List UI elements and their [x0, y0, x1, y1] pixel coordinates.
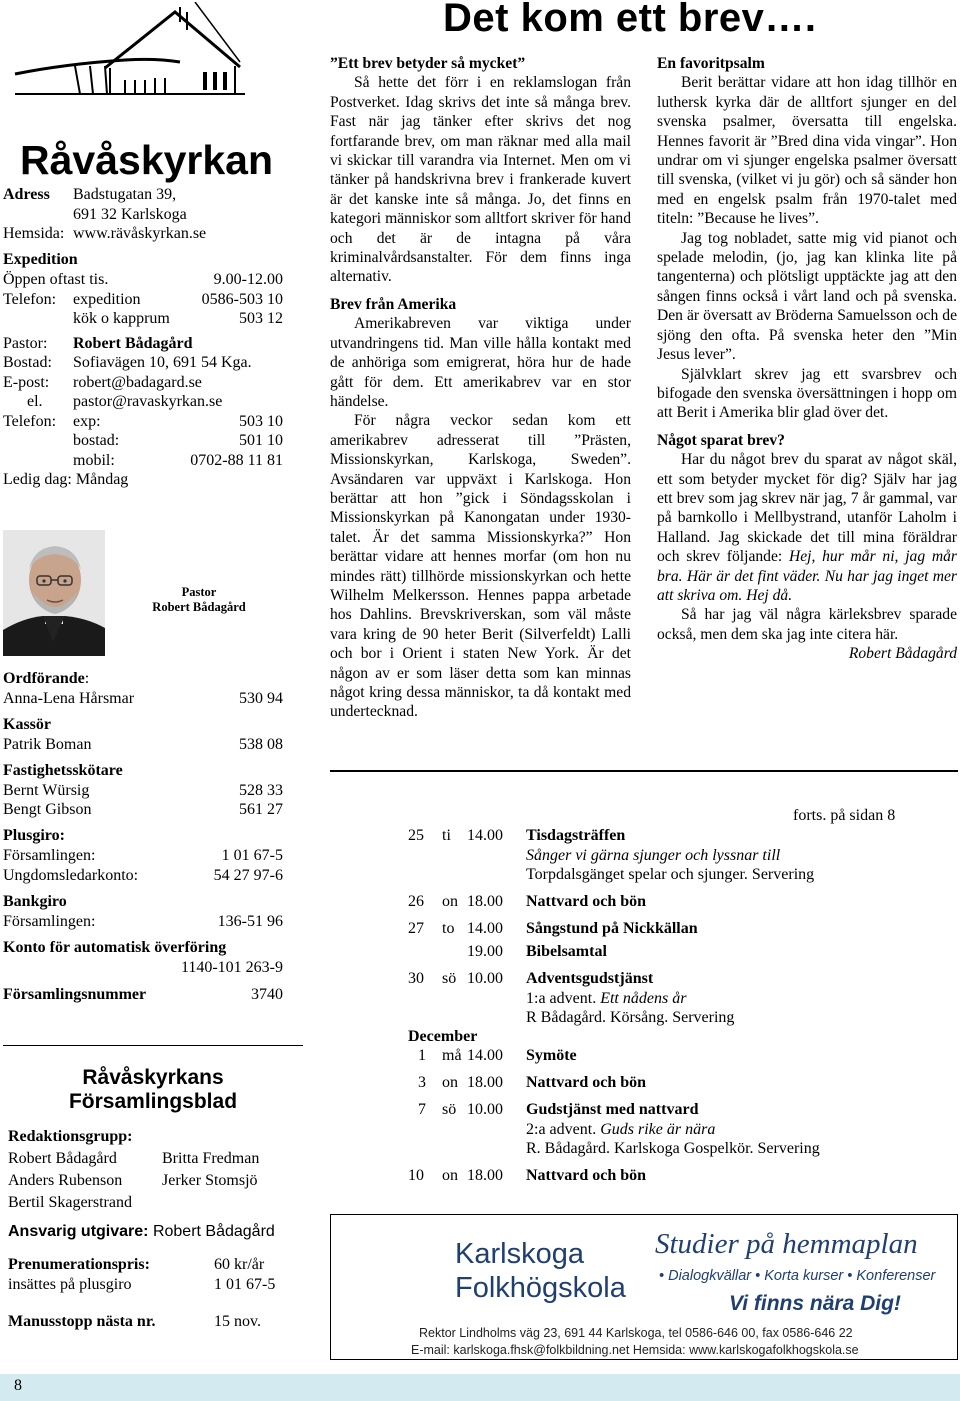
bankgiro-heading: Bankgiro [3, 893, 67, 910]
pastor-phone3-label: mobil: [73, 452, 115, 469]
event-title: Gudstjänst med nattvard [526, 1101, 699, 1118]
event-date: 26 [408, 893, 424, 910]
event-time: 19.00 [467, 943, 503, 960]
ad-slogan: Studier på hemmaplan [655, 1228, 918, 1260]
page-number: 8 [14, 1377, 22, 1394]
subscription-label: Prenumerationspris: [8, 1256, 150, 1273]
event-details: R Bådagård. Körsång. Servering [526, 1009, 735, 1026]
event-title: Bibelsamtal [526, 943, 607, 960]
plusgiro2-label: Ungdomsledarkonto: [3, 867, 139, 884]
event-day: on [442, 893, 458, 910]
calendar-event [408, 919, 958, 939]
article-paragraph-7 [657, 450, 957, 605]
article-signature: Robert Bådagård [848, 645, 957, 663]
website-link[interactable]: www.rävåskyrkan.se [73, 225, 207, 242]
calendar-divider [330, 770, 958, 772]
subscription-price: 60 kr/år [214, 1256, 265, 1273]
article-paragraph-2: Amerikabreven var viktiga under utvandringens tid. Man ville hålla kontakt med de anhöriga som emigrerat, höra hur de hade gått för dem. Ett amerikabrev var en stor händelse. [330, 315, 631, 410]
article-paragraph-8: Så har jag väl några kärleksbrev sparade också, men dem ska jag inte citera här. [657, 606, 957, 643]
calendar-event [408, 969, 958, 1029]
masthead-title [8, 1066, 298, 1114]
pastor-phone2-label: bostad: [73, 432, 120, 449]
editor-1: Robert Bådagård [8, 1150, 117, 1167]
calendar-event [408, 942, 958, 962]
address-line1: Badstugatan 39, [73, 186, 177, 203]
ad-bullet-1: Dialogkvällar [668, 1268, 752, 1284]
phone2-label: kök o kapprum [73, 310, 170, 327]
event-day: to [442, 920, 455, 937]
event-time: 14.00 [467, 1047, 503, 1064]
event-day: ti [442, 827, 451, 844]
pastor-name: Robert Bådagård [73, 335, 193, 352]
website-label: Hemsida: [3, 225, 65, 242]
article-heading-3: En favoritpsalm [657, 55, 765, 72]
ad-bullet-2: Korta kurser [764, 1268, 844, 1284]
article-paragraph-4: Berit berättar vidare att hon idag tillhör en luthersk kyrka där de alltfort sjunger en del svenska psalmer, översatta till engelska. Hennes favorit är ”Bred dina vida vingar”. Hon undrar om vi sjunger engelska psalmer översatt till svenska, (vilket vi ju gör) och så sänder hon med en engelsk psalm från 1970-talet med titeln: ”Because he lives”. [657, 74, 957, 228]
subscription-account: 1 01 67-5 [214, 1276, 276, 1293]
open-hours: 9.00-12.00 [213, 271, 283, 288]
open-label: Öppen oftast tis. [3, 271, 109, 288]
ad-bullet-3: Konferenser [856, 1268, 936, 1284]
publisher-line [8, 1222, 275, 1242]
pastor-phone2: 501 10 [239, 432, 283, 449]
calendar-event [408, 1100, 958, 1160]
auto-transfer-account: 1140-101 263-9 [180, 959, 283, 976]
email2-link[interactable]: pastor@ravaskyrkan.se [73, 393, 223, 410]
calendar-event [408, 1073, 958, 1093]
article-paragraph-7-quote: Hej, hur mår ni, jag mår bra. Här är det fint väder. Nu har jag inget mer att skriva om. Hej då. [657, 548, 957, 604]
pastor-label: Pastor: [3, 335, 48, 352]
event-time: 14.00 [467, 827, 503, 844]
event-description: Sånger vi gärna sjunger och lyssnar till [526, 846, 781, 864]
calendar-month-heading: December [408, 1028, 478, 1045]
phone2-number: 503 12 [239, 310, 283, 327]
photo-caption-title: Pastor [181, 585, 217, 599]
event-date: 10 [408, 1167, 424, 1184]
event-time: 18.00 [467, 893, 503, 910]
event-time: 10.00 [467, 970, 503, 987]
congregation-number: 3740 [251, 986, 283, 1003]
pastor-phone-label: Telefon: [3, 413, 57, 430]
chair-colon: : [84, 670, 90, 687]
email-label: E-post: [3, 374, 50, 391]
editors-heading: Redaktionsgrupp: [8, 1128, 133, 1145]
residence: Sofiavägen 10, 691 54 Kga. [73, 354, 252, 371]
deadline-date: 15 nov. [214, 1313, 261, 1330]
event-title: Symöte [526, 1047, 577, 1064]
event-date: 1 [418, 1047, 426, 1064]
event-date: 30 [408, 970, 424, 987]
article-paragraph-1: Så hette det förr i en reklamslogan från Postverket. Idag skrivs det inte så många brev. Fast när jag tänker efter skrivs det nog fortfarande brev, om man räknar med alla mail vi skickar till varandra via Internet. Men om vi tänker på handskrivna brev i frankerade kuvert är det kanske inte så många. Jo, det finns en kategori människor som alltfort skriver för hand och det är de intagna på våra kriminalvårdsanstalter. För dem finns inga alternativ. [330, 74, 631, 286]
editor-5: Bertil Skagerstrand [8, 1194, 132, 1211]
ad-school-name [455, 1237, 626, 1305]
bankgiro-label: Församlingen: [3, 913, 96, 930]
event-date: 3 [418, 1074, 426, 1091]
event-time: 18.00 [467, 1074, 503, 1091]
event-day: on [442, 1167, 458, 1184]
ad-bullets: • Dialogkvällar • Korta kurser • Konferenser [659, 1268, 936, 1284]
event-details: Torpdalsgänget spelar och sjunger. Servering [526, 866, 815, 883]
phone1-number: 0586-503 10 [201, 291, 283, 308]
article-heading-2: Brev från Amerika [330, 295, 457, 313]
calendar-event [408, 826, 958, 886]
bankgiro: 136-51 96 [217, 913, 283, 930]
event-date: 27 [408, 920, 424, 937]
masthead-title-line2: Församlingsblad [68, 1090, 238, 1113]
photo-caption-name: Robert Bådagård [152, 600, 246, 614]
ad-contact: E-mail: karlskoga.fhsk@folkbildning.net Hemsida: www.karlskogafolkhogskola.se [411, 1343, 859, 1357]
event-title: Tisdagsträffen [526, 827, 626, 844]
phone-label: Telefon: [3, 291, 57, 308]
congregation-number-heading: Församlingsnummer [3, 986, 147, 1003]
chair-name: Anna-Lena Hårsmar [3, 690, 135, 707]
event-date: 25 [408, 827, 424, 844]
day-off: Ledig dag: Måndag [3, 471, 129, 488]
article-title: Det kom ett brev…. [443, 0, 817, 40]
event-description: 2:a advent. [526, 1120, 601, 1138]
address-line2: 691 32 Karlskoga [73, 206, 187, 223]
editor-4: Jerker Stomsjö [162, 1172, 258, 1189]
event-time: 14.00 [467, 920, 503, 937]
caretaker1-phone: 528 33 [239, 782, 283, 799]
event-day: må [442, 1047, 462, 1064]
pastor-phone1: 503 10 [239, 413, 283, 430]
church-drawing-logo [5, 2, 250, 102]
calendar-event [408, 1046, 958, 1066]
masthead-title-line1: Råvåskyrkans [82, 1066, 224, 1089]
event-title: Sångstund på Nickkällan [526, 920, 698, 937]
event-title: Nattvard och bön [526, 893, 647, 910]
subscription-block [8, 1255, 308, 1295]
pastor-phone3: 0702-88 11 81 [190, 452, 283, 469]
article-paragraph-5: Jag tog nobladet, satte mig vid pianot och spelade melodin, (jo, jag kan klinka lite på tangenterna) och plötsligt upptäckte jag att den sången finns också i vårt land och på svenska. Den är översatt av Bröderna Samuelsson och de sjöng den ofta. På svenska heter den ”Min Jesus lever”. [657, 229, 957, 364]
phone1-label: expedition [73, 291, 141, 308]
ad-tagline: Vi finns nära Dig! [729, 1292, 901, 1315]
event-time: 10.00 [467, 1101, 503, 1118]
article-heading-4: Något sparat brev? [657, 431, 785, 449]
plusgiro-heading: Plusgiro: [3, 827, 65, 844]
address-label: Adress [3, 186, 50, 203]
publisher-name: Robert Bådagård [152, 1223, 275, 1240]
left-divider [3, 1045, 303, 1046]
email1-link[interactable]: robert@badagard.se [73, 374, 202, 391]
calendar-continued-note: forts. på sidan 8 [793, 807, 896, 824]
event-day: on [442, 1074, 458, 1091]
ad-address: Rektor Lindholms väg 23, 691 44 Karlskoga, tel 0586-646 00, fax 0586-646 22 [419, 1326, 853, 1340]
chair-phone: 530 94 [239, 690, 283, 707]
article-paragraph-7-text: Har du något brev du sparat av något skäl, ett som betyder mycket för dig? Själv har jag ett brev som jag skrev när jag, 7 år gammal, var på barnkollo i Mellbystrand, utanför Laholm i Halland. Jag skickade det till mina föräldrar och skrev följande: [657, 451, 957, 566]
event-details: R. Bådagård. Karlskoga Gospelkör. Servering [526, 1140, 820, 1157]
deadline-label: Manusstopp nästa nr. [8, 1313, 156, 1330]
treasurer-name: Patrik Boman [3, 736, 92, 753]
event-date: 7 [418, 1101, 426, 1118]
event-time: 18.00 [467, 1167, 503, 1184]
article-column-1 [330, 54, 631, 722]
event-description: 1:a advent. [526, 989, 601, 1007]
caretaker1-name: Bernt Würsig [3, 782, 90, 799]
email-or-label: el. [27, 393, 43, 410]
pastor-photo [3, 530, 105, 656]
event-theme: Guds rike är nära [600, 1120, 716, 1138]
residence-label: Bostad: [3, 354, 52, 371]
caretaker-heading: Fastighetsskötare [3, 762, 123, 779]
ad-school-line1: Karlskoga [455, 1238, 584, 1270]
plusgiro2: 54 27 97-6 [213, 867, 283, 884]
caretaker2-name: Bengt Gibson [3, 801, 92, 818]
article-heading-1: ”Ett brev betyder så mycket” [330, 55, 526, 72]
event-title: Adventsgudstjänst [526, 970, 654, 987]
page-number-bar [0, 1374, 960, 1401]
event-day: sö [442, 1101, 457, 1118]
calendar-event [408, 892, 958, 912]
masthead-details [8, 1126, 308, 1214]
calendar-event [408, 1166, 958, 1186]
plusgiro1: 1 01 67-5 [221, 847, 283, 864]
church-name-heading: Råvåskyrkan [20, 137, 274, 183]
publisher-label: Ansvarig utgivare: [8, 1223, 149, 1240]
folkhogskola-ad[interactable] [330, 1214, 958, 1360]
treasurer-phone: 538 08 [239, 736, 283, 753]
editor-2: Britta Fredman [162, 1150, 260, 1167]
expedition-heading: Expedition [3, 251, 78, 268]
event-day: sö [442, 970, 457, 987]
plusgiro1-label: Församlingen: [3, 847, 96, 864]
editor-3: Anders Rubenson [8, 1172, 123, 1189]
subscription-how: insättes på plusgiro [8, 1276, 132, 1293]
event-title: Nattvard och bön [526, 1167, 647, 1184]
event-title: Nattvard och bön [526, 1074, 647, 1091]
chair-heading: Ordförande [3, 670, 85, 687]
photo-caption [140, 585, 258, 615]
event-theme: Ett nådens år [600, 989, 687, 1007]
article-paragraph-3: För några veckor sedan kom ett amerikabrev adresserat till ”Prästen, Missionskyrkan, Karlskoga, Sweden”. Avsändaren var uppväxt i Karlskoga. Hon berättar att hon ”gick i Söndagsskolan i Missionskyrkan på Kanongatan under 1930-talet. Är det samma Missionskyrka?” Hon berättar vidare att hennes morfar (om hon nu mindes rätt) tillhörde missionskyrkan och hette Wilhelm Melkersson. Hennes pappa arbetade hos Dahlins. Brevskriverskan, som väl måste vara kring de 90 heter Berit (Silverfeldt) Lalli och bor i Orient i staten New York. Är det någon av er som läser detta som kan minnas något kring dessa människor, ta då kontakt med undertecknad. [330, 412, 631, 721]
treasurer-heading: Kassör [3, 716, 51, 733]
article-paragraph-6: Självklart skrev jag ett svarsbrev och bifogade den svenska översättningen i hopp om att Berit i Amerika blir glad över det. [657, 365, 957, 422]
article-column-2 [657, 54, 957, 664]
ad-school-line2: Folkhögskola [455, 1272, 626, 1304]
pastor-phone1-label: exp: [73, 413, 101, 430]
auto-transfer-heading: Konto för automatisk överföring [3, 939, 227, 956]
caretaker2-phone: 561 27 [239, 801, 283, 818]
